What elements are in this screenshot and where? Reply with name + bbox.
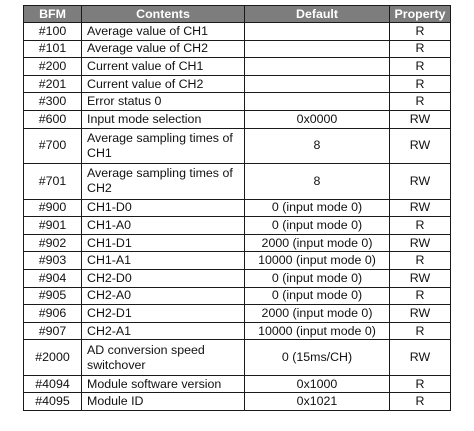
table-row <box>24 164 451 200</box>
default-cell: 0 (input mode 0) <box>245 269 390 287</box>
property-cell: RW <box>390 199 451 217</box>
default-cell: 0x1000 <box>245 375 390 393</box>
table-row <box>24 199 451 217</box>
bfm-cell: #100 <box>24 23 82 41</box>
bfm-cell: #200 <box>24 58 82 76</box>
property-cell: R <box>390 93 451 111</box>
contents-cell: CH2-D0 <box>82 269 245 287</box>
bfm-cell: #906 <box>24 305 82 323</box>
table-row <box>24 217 451 235</box>
bfm-cell: #701 <box>24 164 82 200</box>
header-property: Property <box>390 6 451 23</box>
default-cell: 0x0000 <box>245 110 390 128</box>
property-cell: R <box>390 217 451 235</box>
property-cell: RW <box>390 234 451 252</box>
default-cell: 0 (input mode 0) <box>245 199 390 217</box>
property-cell: R <box>390 393 451 411</box>
bfm-cell: #101 <box>24 40 82 58</box>
table-row <box>24 322 451 340</box>
header-row <box>24 6 451 23</box>
contents-cell: Current value of CH1 <box>82 58 245 76</box>
property-cell: R <box>390 322 451 340</box>
contents-cell: Average sampling times of CH1 <box>82 128 245 164</box>
contents-cell: Module software version <box>82 375 245 393</box>
bfm-cell: #600 <box>24 110 82 128</box>
default-cell: 2000 (input mode 0) <box>245 234 390 252</box>
table-row <box>24 75 451 93</box>
default-cell <box>245 75 390 93</box>
contents-cell: Average sampling times of CH2 <box>82 164 245 200</box>
table-row <box>24 93 451 111</box>
table-row <box>24 234 451 252</box>
contents-cell: Current value of CH2 <box>82 75 245 93</box>
bfm-cell: #2000 <box>24 340 82 376</box>
property-cell: R <box>390 75 451 93</box>
default-cell: 10000 (input mode 0) <box>245 322 390 340</box>
bfm-cell: #904 <box>24 269 82 287</box>
bfm-cell: #907 <box>24 322 82 340</box>
table-row <box>24 375 451 393</box>
table-row <box>24 40 451 58</box>
property-cell: RW <box>390 340 451 376</box>
table-row <box>24 393 451 411</box>
contents-cell: AD conversion speed switchover <box>82 340 245 376</box>
header-bfm: BFM <box>24 6 82 23</box>
default-cell <box>245 58 390 76</box>
default-cell: 0 (15ms/CH) <box>245 340 390 376</box>
property-cell: R <box>390 375 451 393</box>
property-cell: R <box>390 40 451 58</box>
table-row <box>24 340 451 376</box>
bfm-cell: #903 <box>24 252 82 270</box>
default-cell <box>245 40 390 58</box>
default-cell: 10000 (input mode 0) <box>245 252 390 270</box>
bfm-cell: #4095 <box>24 393 82 411</box>
bfm-cell: #4094 <box>24 375 82 393</box>
contents-cell: CH1-D0 <box>82 199 245 217</box>
bfm-table-container <box>23 5 450 411</box>
default-cell <box>245 93 390 111</box>
default-cell: 8 <box>245 164 390 200</box>
contents-cell: CH1-D1 <box>82 234 245 252</box>
property-cell: RW <box>390 128 451 164</box>
table-row <box>24 128 451 164</box>
table-row <box>24 110 451 128</box>
contents-cell: Average value of CH2 <box>82 40 245 58</box>
table-row <box>24 252 451 270</box>
contents-cell: CH2-D1 <box>82 305 245 323</box>
bfm-cell: #201 <box>24 75 82 93</box>
default-cell: 0 (input mode 0) <box>245 217 390 235</box>
contents-cell: Input mode selection <box>82 110 245 128</box>
default-cell: 0x1021 <box>245 393 390 411</box>
bfm-cell: #700 <box>24 128 82 164</box>
table-row <box>24 58 451 76</box>
contents-cell: Error status 0 <box>82 93 245 111</box>
bfm-cell: #300 <box>24 93 82 111</box>
contents-cell: Average value of CH1 <box>82 23 245 41</box>
default-cell: 0 (input mode 0) <box>245 287 390 305</box>
header-default: Default <box>245 6 390 23</box>
property-cell: R <box>390 252 451 270</box>
contents-cell: CH1-A1 <box>82 252 245 270</box>
contents-cell: CH2-A0 <box>82 287 245 305</box>
default-cell <box>245 23 390 41</box>
table-row <box>24 287 451 305</box>
bfm-cell: #902 <box>24 234 82 252</box>
property-cell: R <box>390 58 451 76</box>
bfm-cell: #900 <box>24 199 82 217</box>
contents-cell: CH1-A0 <box>82 217 245 235</box>
contents-cell: CH2-A1 <box>82 322 245 340</box>
table-row <box>24 23 451 41</box>
bfm-table <box>23 5 451 411</box>
property-cell: R <box>390 23 451 41</box>
default-cell: 2000 (input mode 0) <box>245 305 390 323</box>
header-contents: Contents <box>82 6 245 23</box>
table-row <box>24 269 451 287</box>
property-cell: RW <box>390 164 451 200</box>
property-cell: RW <box>390 269 451 287</box>
table-body <box>24 23 451 411</box>
property-cell: RW <box>390 305 451 323</box>
table-row <box>24 305 451 323</box>
default-cell: 8 <box>245 128 390 164</box>
bfm-cell: #901 <box>24 217 82 235</box>
property-cell: RW <box>390 110 451 128</box>
property-cell: R <box>390 287 451 305</box>
bfm-cell: #905 <box>24 287 82 305</box>
contents-cell: Module ID <box>82 393 245 411</box>
table-header <box>24 6 451 23</box>
